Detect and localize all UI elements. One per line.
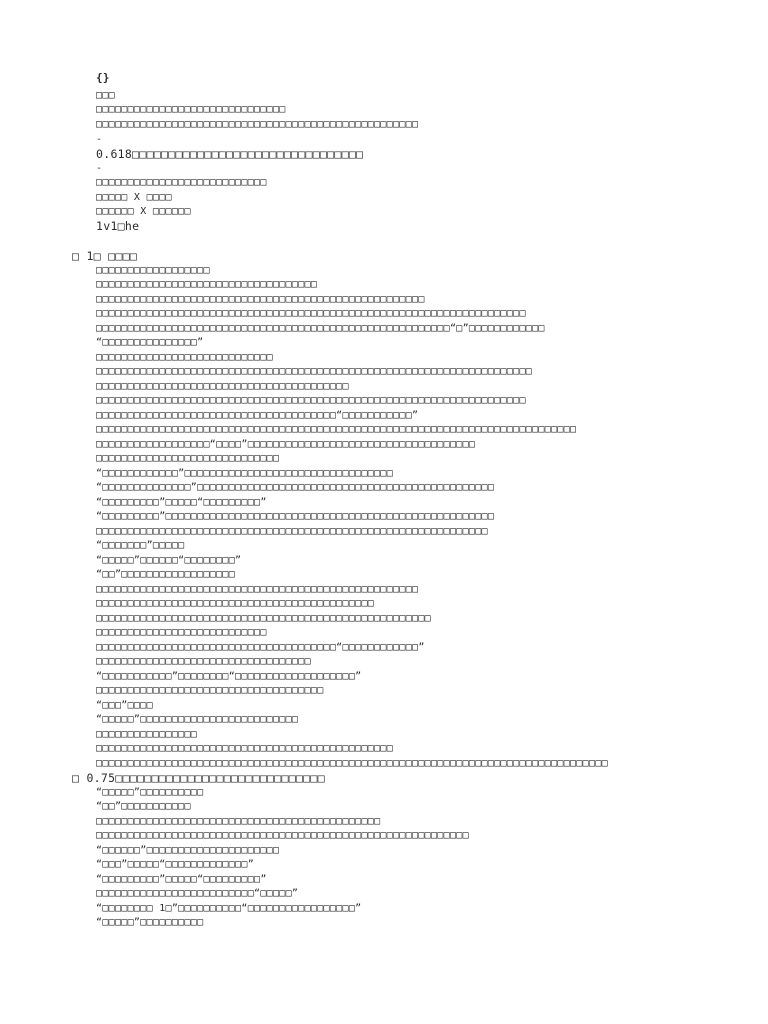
text-line: □□□□□□□□□□□□□□□□□□□□□□□□□□□□□□□□□□□□□□□□□□□□□□□□□□□□□□□□□□□ bbox=[96, 830, 469, 841]
text-line: □ 1□ □□□□ bbox=[72, 249, 138, 263]
text-line: □□□□□□□□□□□□□□□□□□□□□□□□□□□□ bbox=[96, 352, 273, 363]
text-line: “□□□□□□□□□”□□□□□“□□□□□□□□□” bbox=[96, 874, 267, 885]
text-line: □□□□□□□□□□□□□□□□□□□□□□□□□□□□□□□□□□□□□□□□□□□□□□□□□□□□□□□□□□□□□□ bbox=[96, 526, 488, 537]
text-line: “□□□□□□□□□□□□”□□□□□□□□□□□□□□□□□□□□□□□□□□□□□□□□□ bbox=[96, 468, 394, 479]
text-line: □□□□□□□□□□□□□□□□□□□□□□□□□□□□□□□□□□□□□□□□□□□□□□□□□□□□□□□□“□”□□□□□□□□□□□□ bbox=[96, 323, 545, 334]
text-line: “□□□□□□”□□□□□□□□□□□□□□□□□□□□□ bbox=[96, 845, 280, 856]
text-line: □□□□□ X □□□□ bbox=[96, 192, 172, 203]
text-line: □□□□□□□□□□□□□□□□□□□□□□□□□□□□□□□□□□□□ bbox=[96, 685, 324, 696]
text-line: “□□□”□□□□ bbox=[96, 700, 153, 711]
text-line: □□□□□□□□□□□□□□□□□□□□□□□□□□□□□□□□□□□ bbox=[96, 279, 318, 290]
text-line: “□□□□□”□□□□□□□□□□□□□□□□□□□□□□□□□ bbox=[96, 714, 299, 725]
text-line: □□□□□□□□□□□□□□□□□□□□□□□□□□□□□□□□□□□□□□“□□□□□□□□□□□” bbox=[96, 410, 419, 421]
text-line: “□□□”□□□□□“□□□□□□□□□□□□□” bbox=[96, 859, 255, 870]
text-line: □ 0.75□□□□□□□□□□□□□□□□□□□□□□□□□□□□□ bbox=[72, 771, 325, 785]
text-line: □□□□□□□□□□□□□□□□□□“□□□□”□□□□□□□□□□□□□□□□□□□□□□□□□□□□□□□□□□□□ bbox=[96, 439, 476, 450]
text-line: “□□□□□□□□□”□□□□□□□□□□□□□□□□□□□□□□□□□□□□□□□□□□□□□□□□□□□□□□□□□□□□ bbox=[96, 511, 495, 522]
text-line: □□□□□□□□□□□□□□□□□□ bbox=[96, 265, 210, 276]
text-line: □□□□□□□□□□□□□□□□□□□□□□□□□□□□□□□□□□□□□□□□□□□□ bbox=[96, 598, 375, 609]
text-line: “□□□□□□□”□□□□□ bbox=[96, 540, 185, 551]
text-line: “□□□□□”□□□□□□□□□□ bbox=[96, 917, 204, 928]
text-line: □□□□□□□□□□□□□□□□□□□□□□□□□□□□□□□□□□□□□□□□□□□□□□□□□□□ bbox=[96, 584, 419, 595]
text-line: □□□□□□□□□□□□□□□□□□□□□□□□□□□□□□□□□□□□□□□□□□□□□ bbox=[96, 816, 381, 827]
text-line: □□□□□□□□□□□□□□□□□□□□□□□□□□□□□ bbox=[96, 453, 280, 464]
text-line: □□□□□□□□□□□□□□□□□□□□□□□□□□□□□□ bbox=[96, 104, 286, 115]
text-line: □□□□□□□□□□□□□□□□□□□□□□□□□□□□□□□□□□□□□□□□□□□□□□□□□□□□□□□□□□□□□□□□□□□□□□□□□□□□□□□□□ bbox=[96, 758, 608, 769]
text-line: “□□□□□□□□□□□□□□□” bbox=[96, 337, 204, 348]
text-line: “□□□□□”□□□□□□“□□□□□□□□” bbox=[96, 555, 242, 566]
text-line: □□□□□□□□□□□□□□□□□□□□□□□□□□□□□□□□□□□□□□□□□□□□□□□□□□□□□□□□□□□□□□□□□□□□ bbox=[96, 395, 526, 406]
text-line: □□□□□□□□□□□□□□□□ bbox=[96, 729, 198, 740]
text-line: □□□□□□□□□□□□□□□□□□□□□□□□□□□□□□□□□□□□□□□□□□□□□□□ bbox=[96, 743, 394, 754]
text-line: □□□□□□□□□□□□□□□□□□□□□□□□□□□ bbox=[96, 177, 267, 188]
text-line: □□□ bbox=[96, 90, 115, 101]
text-line: - bbox=[96, 134, 103, 145]
text-line: “□□”□□□□□□□□□□□ bbox=[96, 801, 191, 812]
text-line: □□□□□□□□□□□□□□□□□□□□□□□□□□□□□□□□□□□□□□□□□□□□□□□□□□□□□ bbox=[96, 613, 431, 624]
text-line: 1v1□he bbox=[96, 219, 140, 233]
text-line: □□□□□□□□□□□□□□□□□□□□□□□□□□□□□□□□□□□□□□“□□□□□□□□□□□□” bbox=[96, 642, 425, 653]
text-line: □□□□□□□□□□□□□□□□□□□□□□□□□□□ bbox=[96, 627, 267, 638]
text-line: “□□□□□□□□□□□”□□□□□□□□“□□□□□□□□□□□□□□□□□□□” bbox=[96, 671, 362, 682]
text-line: “□□□□□□□□□”□□□□□“□□□□□□□□□” bbox=[96, 497, 267, 508]
text-line: 0.618□□□□□□□□□□□□□□□□□□□□□□□□□□□□□□□□ bbox=[96, 147, 364, 161]
text-line: □□□□□□□□□□□□□□□□□□□□□□□□□□□□□□□□□□□□□□□□□□□□□□□□□□□□□□□□□□□□□□□□□□□□□ bbox=[96, 366, 533, 377]
text-line: □□□□□□□□□□□□□□□□□□□□□□□□□□□□□□□□□□□□□□□□ bbox=[96, 381, 349, 392]
text-line: - bbox=[96, 163, 103, 174]
text-line: “□□□□□□□□□□□□□□”□□□□□□□□□□□□□□□□□□□□□□□□□□□□□□□□□□□□□□□□□□□□□□□ bbox=[96, 482, 495, 493]
text-line: □□□□□□□□□□□□□□□□□□□□□□□□□□□□□□□□□□□□□□□□□□□□□□□□□□□□ bbox=[96, 294, 425, 305]
text-line: □□□□□□□□□□□□□□□□□□□□□□□□□□□□□□□□□□ bbox=[96, 656, 311, 667]
text-line: □□□□□□□□□□□□□□□□□□□□□□□□□“□□□□□” bbox=[96, 888, 299, 899]
code-icon: {} bbox=[96, 71, 110, 84]
text-line: □□□□□□ X □□□□□□ bbox=[96, 206, 191, 217]
text-line: “□□□□□”□□□□□□□□□□ bbox=[96, 787, 204, 798]
text-line: “□□”□□□□□□□□□□□□□□□□□□ bbox=[96, 569, 236, 580]
text-line: “□□□□□□□□ 1□”□□□□□□□□□□“□□□□□□□□□□□□□□□□□” bbox=[96, 903, 362, 914]
text-line: □□□□□□□□□□□□□□□□□□□□□□□□□□□□□□□□□□□□□□□□□□□□□□□□□□□□□□□□□□□□□□□□□□□□ bbox=[96, 308, 526, 319]
text-line: □□□□□□□□□□□□□□□□□□□□□□□□□□□□□□□□□□□□□□□□□□□□□□□□□□□ bbox=[96, 119, 419, 130]
text-line: □□□□□□□□□□□□□□□□□□□□□□□□□□□□□□□□□□□□□□□□□□□□□□□□□□□□□□□□□□□□□□□□□□□□□□□□□□□□ bbox=[96, 424, 577, 435]
